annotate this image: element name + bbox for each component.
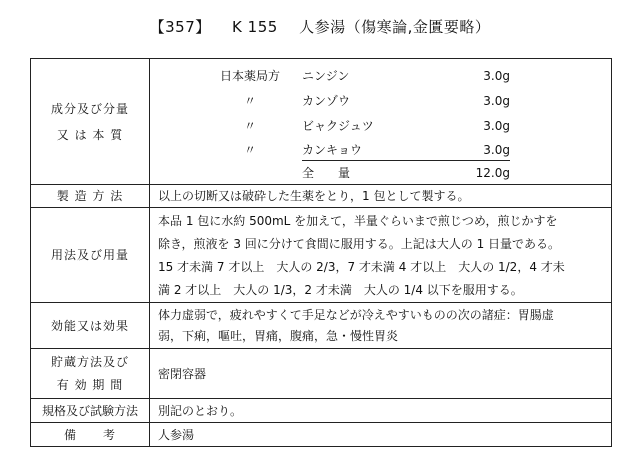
remarks-label: [31, 423, 150, 447]
storage-text: 密閉容器: [150, 349, 612, 399]
storage-label-line1: 貯蔵方法及び: [50, 354, 129, 369]
storage-row: [31, 349, 612, 399]
composition-row: [31, 59, 612, 185]
usage-text: [150, 208, 612, 303]
efficacy-line: 弱，下痢，嘔吐，胃痛，腹痛，急・慢性胃炎: [158, 328, 399, 343]
spec-label: [31, 399, 150, 423]
efficacy-text: [150, 303, 612, 349]
usage-row: [31, 208, 612, 303]
ingredient-amount: 3.0g: [483, 68, 510, 83]
manufacture-label-text: 製 造 方 法: [56, 188, 124, 203]
ingredient-amount: 3.0g: [483, 142, 510, 157]
ingredient-source: 〃: [243, 93, 256, 108]
total-divider: [302, 160, 510, 161]
efficacy-label-text: 効能又は効果: [50, 318, 129, 333]
manufacture-label: [31, 185, 150, 208]
spec-label-text: 規格及び試験方法: [41, 403, 138, 418]
formula-name: 人参湯（傷寒論,金匱要略）: [299, 18, 491, 36]
total-row: [150, 163, 611, 183]
composition-cell: [150, 59, 612, 185]
total-label: 全量: [302, 165, 375, 180]
composition-label: [31, 59, 150, 185]
remarks-text: 人参湯: [150, 423, 612, 447]
usage-line: 本品 1 包に水約 500mL を加えて，半量ぐらいまで煎じつめ，煎じかすを: [158, 214, 558, 228]
efficacy-label: [31, 303, 150, 349]
ingredient-name: カンゾウ: [302, 93, 351, 108]
usage-line: 満 2 才以上 大人の 1/3，2 才未満 大人の 1/4 以下を服用する。: [158, 283, 523, 297]
composition-label-line2: 又 は 本 質: [56, 127, 124, 142]
ingredient-name: ビャクジュツ: [302, 118, 374, 133]
usage-label-text: 用法及び用量: [50, 248, 129, 262]
ingredient-name: カンキョウ: [302, 142, 363, 157]
remarks-label-text: 備 考: [63, 427, 116, 442]
spec-text: 別記のとおり。: [150, 399, 612, 423]
usage-line: 除き，煎液を 3 回に分けて食間に服用する。上記は大人の 1 日量である。: [158, 237, 561, 251]
ingredient-amount: 3.0g: [483, 118, 510, 133]
composition-label-line1: 成分及び分量: [50, 101, 129, 116]
ingredient-source: 〃: [243, 142, 256, 157]
remarks-row: [31, 423, 612, 447]
ingredient-amount: 3.0g: [483, 93, 510, 108]
monograph-number: 【357】: [149, 18, 211, 36]
ingredient-row: [150, 116, 611, 136]
document-title: [0, 16, 640, 37]
storage-label-line2: 有 効 期 間: [56, 377, 124, 392]
usage-line: 15 才未満 7 才以上 大人の 2/3，7 才未満 4 才以上 大人の 1/2，4 才未: [158, 260, 565, 274]
ingredient-list: [150, 62, 611, 182]
monograph-code: K 155: [232, 18, 278, 36]
spec-row: [31, 399, 612, 423]
efficacy-row: [31, 303, 612, 349]
ingredient-name: ニンジン: [302, 68, 350, 83]
ingredient-source: 〃: [243, 118, 256, 133]
ingredient-row: [150, 91, 611, 111]
ingredient-row: [150, 66, 611, 86]
monograph-table: [30, 58, 612, 447]
storage-label: [31, 349, 150, 399]
manufacture-text: 以上の切断又は破砕した生薬をとり，1 包として製する。: [150, 185, 612, 208]
usage-label: [31, 208, 150, 303]
ingredient-row: [150, 140, 611, 160]
total-amount: 12.0g: [475, 165, 510, 180]
ingredient-source: 日本薬局方: [219, 68, 280, 83]
manufacture-row: [31, 185, 612, 208]
efficacy-line: 体力虚弱で，疲れやすくて手足などが冷えやすいものの次の諸症：胃腸虚: [158, 307, 554, 322]
